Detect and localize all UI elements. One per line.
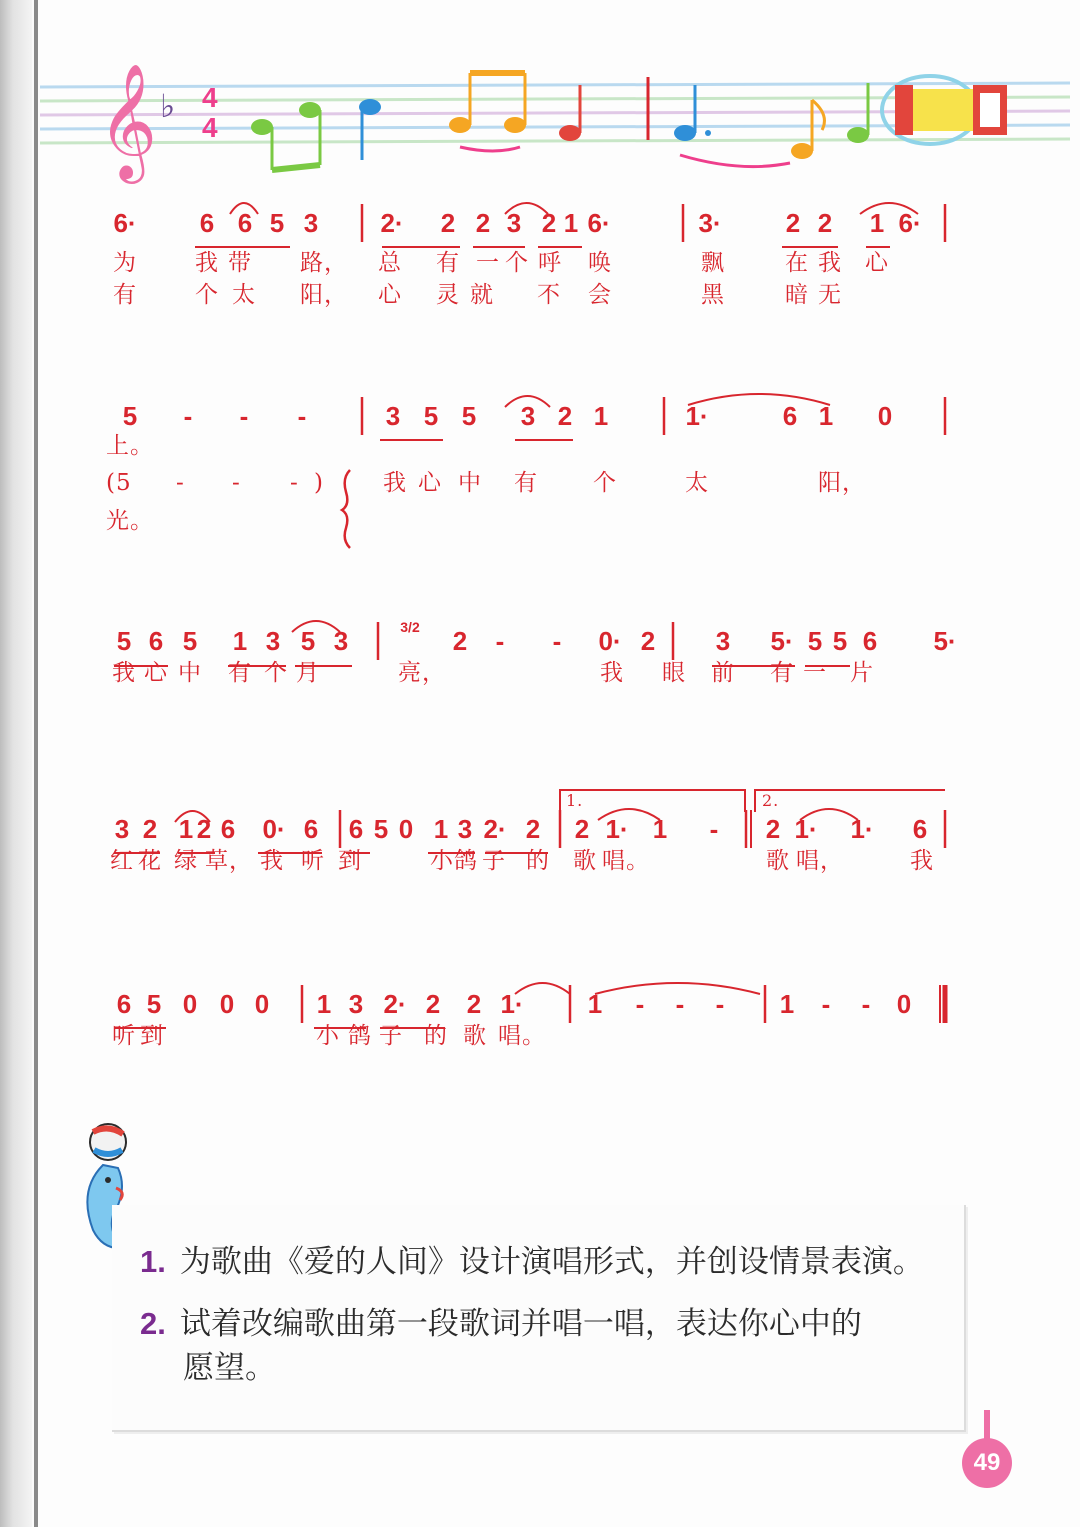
verse-brace bbox=[342, 470, 350, 548]
lyric: 片 bbox=[850, 660, 874, 686]
note: 1 bbox=[587, 989, 603, 1019]
note: 1 bbox=[232, 626, 248, 656]
note: 5 bbox=[832, 626, 848, 656]
note: 6 bbox=[199, 208, 215, 238]
note: 2 bbox=[525, 814, 541, 844]
note: 0· bbox=[262, 814, 286, 844]
lyric: 唤 bbox=[588, 250, 612, 276]
page-number-tab bbox=[984, 1410, 990, 1440]
note: 3 bbox=[348, 989, 364, 1019]
lyric: - bbox=[176, 470, 185, 496]
note: 3/2 bbox=[400, 619, 420, 635]
note: 5 bbox=[146, 989, 162, 1019]
note: 2· bbox=[483, 814, 507, 844]
lyric: 听 bbox=[301, 848, 325, 874]
lyric: 我 bbox=[112, 660, 136, 686]
lyric: 个 bbox=[505, 250, 529, 276]
note: 3 bbox=[715, 626, 731, 656]
lyric: 歌 bbox=[766, 848, 790, 874]
note: 3 bbox=[333, 626, 349, 656]
lyric: 我 bbox=[260, 848, 284, 874]
lyric: 心 bbox=[378, 282, 402, 308]
task-1-text: 为歌曲《爱的人间》设计演唱形式，并创设情景表演。 bbox=[179, 1244, 924, 1279]
note: 3· bbox=[698, 208, 722, 238]
time-signature-top: 4 bbox=[202, 82, 218, 113]
lyric: 中 bbox=[178, 660, 202, 686]
volta-bracket-1 bbox=[560, 790, 745, 812]
hold-dash: - bbox=[495, 626, 505, 656]
note: 3 bbox=[506, 208, 522, 238]
lyric: 有 bbox=[770, 660, 794, 686]
note: 2 bbox=[440, 208, 456, 238]
lyric: 我 bbox=[195, 250, 219, 276]
note: 6· bbox=[587, 208, 611, 238]
note: 0 bbox=[254, 989, 270, 1019]
lyric: 红 bbox=[110, 848, 134, 874]
task-2-text-line2: 愿望。 bbox=[183, 1350, 276, 1385]
lyric: 子 bbox=[379, 1023, 403, 1049]
note: 5 bbox=[373, 814, 389, 844]
volta-bracket-2 bbox=[755, 790, 945, 812]
note: 5 bbox=[122, 401, 138, 431]
lyric: 黑 bbox=[701, 282, 725, 308]
hold-dash: - bbox=[552, 626, 562, 656]
note: 1· bbox=[685, 401, 709, 431]
task-2-continued bbox=[183, 1346, 276, 1390]
note: 2 bbox=[196, 814, 212, 844]
lyric: 前 bbox=[711, 660, 735, 686]
hold-dash: - bbox=[635, 989, 645, 1019]
lyric: ) bbox=[314, 470, 324, 496]
note: 1 bbox=[593, 401, 609, 431]
hold-dash: - bbox=[821, 989, 831, 1019]
lyric: 有 bbox=[228, 660, 252, 686]
lyric: 无 bbox=[818, 282, 842, 308]
note: 1 bbox=[652, 814, 668, 844]
lyric: 小 bbox=[430, 848, 454, 874]
note: 1 bbox=[563, 208, 579, 238]
note: 3 bbox=[520, 401, 536, 431]
lyric: 心 bbox=[865, 250, 889, 276]
lyric: 个 bbox=[593, 470, 617, 496]
note: 1 bbox=[869, 208, 885, 238]
note: 1 bbox=[178, 814, 194, 844]
note: 5· bbox=[933, 626, 957, 656]
lyric: 有 bbox=[436, 250, 460, 276]
lyric: 太 bbox=[232, 282, 256, 308]
note: 1 bbox=[818, 401, 834, 431]
lyric: 为 bbox=[113, 250, 137, 276]
lyric: 心 bbox=[418, 470, 442, 496]
note: 5 bbox=[300, 626, 316, 656]
hold-dash: - bbox=[709, 814, 719, 844]
lyric: 有 bbox=[514, 470, 538, 496]
lyric: 我 bbox=[600, 660, 624, 686]
lyric: 我 bbox=[383, 470, 407, 496]
lyric: 我 bbox=[910, 848, 934, 874]
note: 2 bbox=[475, 208, 491, 238]
lyric: 太 bbox=[685, 470, 709, 496]
note: 6 bbox=[116, 989, 132, 1019]
hold-dash: - bbox=[239, 401, 249, 431]
note: 3 bbox=[457, 814, 473, 844]
lyric: 个 bbox=[195, 282, 219, 308]
page-number: 49 bbox=[962, 1438, 1012, 1488]
note: 2 bbox=[452, 626, 468, 656]
note: 0 bbox=[398, 814, 414, 844]
lyric: 暗 bbox=[785, 282, 809, 308]
note: 6· bbox=[898, 208, 922, 238]
lyric: 上。 bbox=[106, 433, 154, 459]
hold-dash: - bbox=[183, 401, 193, 431]
note: 5· bbox=[770, 626, 794, 656]
note: 5 bbox=[461, 401, 477, 431]
note: 5 bbox=[807, 626, 823, 656]
note: 3 bbox=[303, 208, 319, 238]
note: 0 bbox=[219, 989, 235, 1019]
task-1-number: 1. bbox=[140, 1244, 166, 1279]
task-1 bbox=[140, 1240, 924, 1284]
note: 6 bbox=[220, 814, 236, 844]
lyric: 的 bbox=[526, 848, 550, 874]
lyric: 亮， bbox=[398, 660, 446, 686]
lyric: 听 bbox=[112, 1023, 136, 1049]
lyric: 小 bbox=[316, 1023, 340, 1049]
lyric: 有 bbox=[113, 282, 137, 308]
lyric: 就 bbox=[470, 282, 494, 308]
lyric: - bbox=[290, 470, 299, 496]
note: 1 bbox=[433, 814, 449, 844]
lyric: 到 bbox=[140, 1023, 164, 1049]
lyric: - bbox=[232, 470, 241, 496]
lyric: (5 bbox=[106, 470, 132, 496]
note: 2 bbox=[425, 989, 441, 1019]
note: 1· bbox=[500, 989, 524, 1019]
lyric: 鸽 bbox=[454, 848, 478, 874]
time-signature-bottom: 4 bbox=[202, 112, 218, 143]
note: 2 bbox=[466, 989, 482, 1019]
note: 6 bbox=[782, 401, 798, 431]
volta-label: 2. bbox=[762, 791, 780, 810]
hold-dash: - bbox=[675, 989, 685, 1019]
note: 6 bbox=[862, 626, 878, 656]
note: 6 bbox=[912, 814, 928, 844]
lyric: 中 bbox=[458, 470, 482, 496]
hold-dash: - bbox=[715, 989, 725, 1019]
lyric: 光。 bbox=[106, 508, 154, 534]
note: 6 bbox=[348, 814, 364, 844]
lyric: 唱。 bbox=[498, 1023, 546, 1049]
lyric: 阳， bbox=[818, 470, 866, 496]
note: 3 bbox=[385, 401, 401, 431]
hold-dash: - bbox=[861, 989, 871, 1019]
lyric: 我 bbox=[818, 250, 842, 276]
note: 6 bbox=[303, 814, 319, 844]
slur bbox=[688, 394, 830, 405]
lyric: 呼 bbox=[538, 250, 562, 276]
note: 2 bbox=[557, 401, 573, 431]
note: 2· bbox=[383, 989, 407, 1019]
note: 2 bbox=[765, 814, 781, 844]
lyric: 的 bbox=[424, 1023, 448, 1049]
note: 0 bbox=[877, 401, 893, 431]
lyric: 子 bbox=[482, 848, 506, 874]
lyric: 鸽 bbox=[348, 1023, 372, 1049]
lyric: 唱。 bbox=[602, 848, 650, 874]
note: 1· bbox=[794, 814, 818, 844]
note: 3 bbox=[265, 626, 281, 656]
flat-sign-icon: ♭ bbox=[160, 87, 176, 125]
lyric: 会 bbox=[588, 282, 612, 308]
note: 1· bbox=[605, 814, 629, 844]
lyric: 不 bbox=[537, 282, 561, 308]
treble-clef-icon: 𝄞 bbox=[98, 62, 158, 179]
lyric: 飘 bbox=[701, 250, 725, 276]
note: 6 bbox=[148, 626, 164, 656]
lyric: 月 bbox=[296, 660, 320, 686]
note: 2 bbox=[142, 814, 158, 844]
note: 3 bbox=[114, 814, 130, 844]
note: 2· bbox=[380, 208, 404, 238]
lyric: 歌 bbox=[573, 848, 597, 874]
task-2 bbox=[140, 1302, 862, 1346]
note: 5 bbox=[182, 626, 198, 656]
note: 5 bbox=[269, 208, 285, 238]
lyric: 路， bbox=[300, 250, 348, 276]
lyric: 一 bbox=[476, 250, 500, 276]
note: 2 bbox=[785, 208, 801, 238]
lyric: 灵 bbox=[436, 282, 460, 308]
note: 2 bbox=[574, 814, 590, 844]
note: 1· bbox=[850, 814, 874, 844]
lyric: 在 bbox=[785, 250, 809, 276]
note: 2 bbox=[541, 208, 557, 238]
lyric: 阳， bbox=[300, 282, 348, 308]
note: 1 bbox=[779, 989, 795, 1019]
note: 6 bbox=[237, 208, 253, 238]
note: 0 bbox=[896, 989, 912, 1019]
lyric: 总 bbox=[378, 250, 402, 276]
lyric: 绿 bbox=[174, 848, 198, 874]
note: 5 bbox=[423, 401, 439, 431]
note: 1 bbox=[316, 989, 332, 1019]
lyric: 草， bbox=[205, 848, 253, 874]
note: 0· bbox=[598, 626, 622, 656]
task-2-text-line1: 试着改编歌曲第一段歌词并唱一唱，表达你心中的 bbox=[179, 1306, 862, 1341]
note: 6· bbox=[113, 208, 137, 238]
lyric: 唱， bbox=[796, 848, 844, 874]
note: 2 bbox=[640, 626, 656, 656]
note: 2 bbox=[817, 208, 833, 238]
lyric: 花 bbox=[138, 848, 162, 874]
note: 5 bbox=[116, 626, 132, 656]
hold-dash: - bbox=[297, 401, 307, 431]
lyric: 心 bbox=[144, 660, 168, 686]
lyric: 眼 bbox=[662, 660, 686, 686]
volta-label: 1. bbox=[566, 791, 584, 810]
lyric: 带 bbox=[228, 250, 252, 276]
lyric: 一 bbox=[803, 660, 827, 686]
lyric: 到 bbox=[338, 848, 362, 874]
lyric: 歌 bbox=[463, 1023, 487, 1049]
lyric: 个 bbox=[264, 660, 288, 686]
note: 0 bbox=[182, 989, 198, 1019]
task-2-number: 2. bbox=[140, 1306, 166, 1341]
